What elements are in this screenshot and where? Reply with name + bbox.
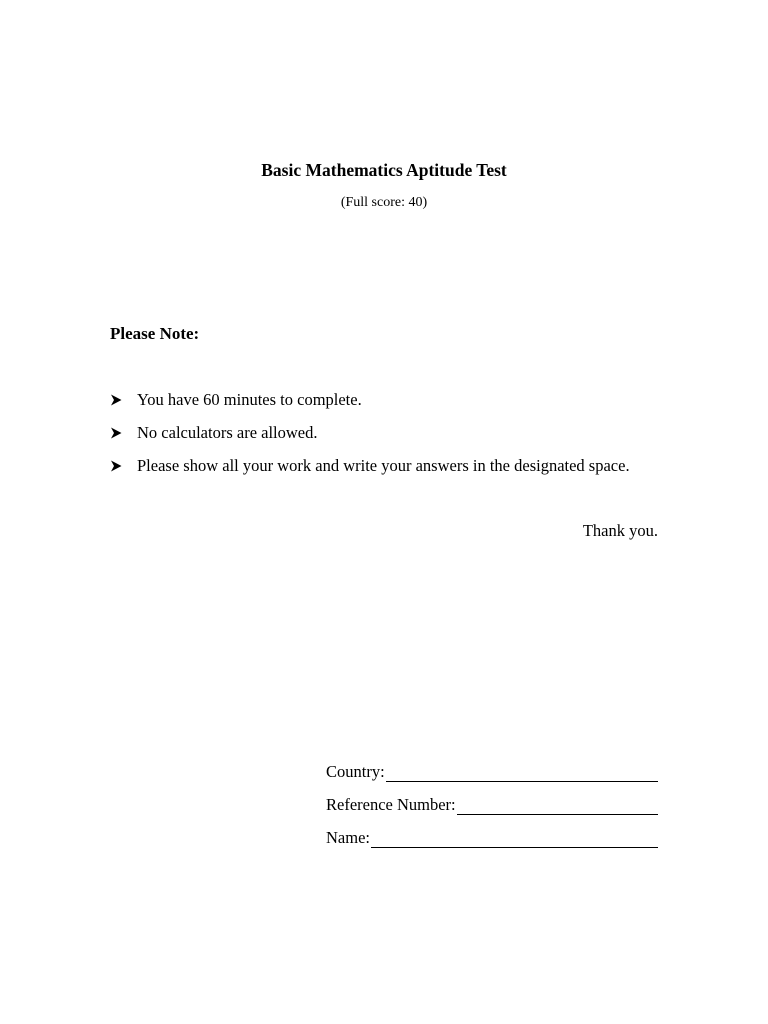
name-label: Name: (326, 828, 370, 847)
reference-number-label: Reference Number: (326, 795, 456, 814)
full-score-subtitle: (Full score: 40) (340, 195, 428, 210)
list-item-text: Please show all your work and write your answers in the designated space. (137, 456, 630, 475)
country-row (326, 750, 658, 783)
reference-number-row (326, 783, 658, 816)
arrowhead-bullet-icon (110, 394, 122, 406)
country-field[interactable] (386, 762, 658, 782)
name-row (326, 816, 658, 849)
country-label: Country: (326, 762, 385, 781)
page-title: Basic Mathematics Aptitude Test (261, 160, 507, 180)
arrowhead-bullet-icon (110, 460, 122, 472)
name-field[interactable] (371, 828, 658, 848)
note-heading: Please Note: (110, 324, 200, 343)
arrowhead-bullet-icon (110, 427, 122, 439)
closing-thanks: Thank you. (582, 521, 658, 540)
reference-number-field[interactable] (457, 795, 658, 815)
list-item-text: You have 60 minutes to complete. (137, 390, 362, 409)
list-item-text: No calculators are allowed. (137, 423, 318, 442)
candidate-details-form (326, 750, 658, 849)
